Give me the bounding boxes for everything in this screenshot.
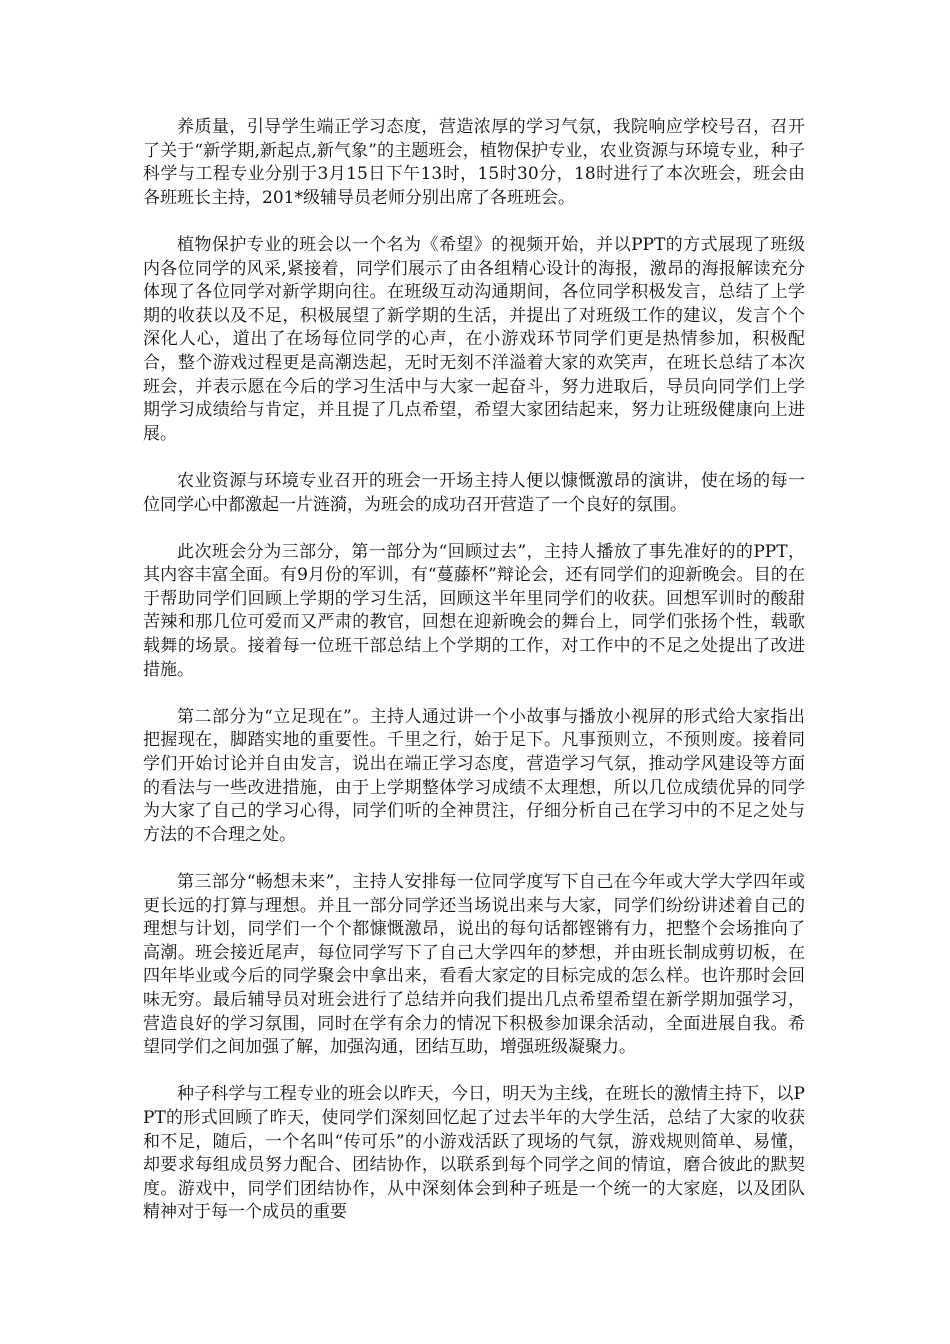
document-body [143, 116, 805, 1249]
paragraph-intro: 养质量，引导学生端正学习态度，营造浓厚的学习气氛，我院响应学校号召，召开了关于“新学期,新起点,新气象”的主题班会，植物保护专业，农业资源与环境专业，种子科学与工程专业分别于3月15日下午13时，15时30分，18时进行了本次班会，班会由各班班长主持，201*级辅导员老师分别出席了各班班会。 [143, 117, 805, 208]
paragraph-seed-science: 种子科学与工程专业的班会以昨天，今日，明天为主线，在班长的激情主持下，以PPT的形式回顾了昨天，使同学们深刻回忆起了过去半年的大学生活，总结了大家的收获和不足，随后，一个名叫“传可乐”的小游戏活跃了现场的气氛，游戏规则简单、易懂，却要求每组成员努力配合、团结协作，以联系到每个同学之间的情谊，磨合彼此的默契度。游戏中，同学们团结协作，从中深刻体会到种子班是一个统一的大家庭，以及团队精神对于每一个成员的重要 [143, 1084, 805, 1223]
paragraph-agri-resources: 农业资源与环境专业召开的班会一开场主持人便以慷慨激昂的演讲，使在场的每一位同学心中都激起一片涟漪，为班会的成功召开营造了一个良好的氛围。 [143, 470, 805, 515]
paragraph-part-two: 第二部分为“立足现在”。主持人通过讲一个小故事与播放小视屏的形式给大家指出把握现在，脚踏实地的重要性。千里之行，始于足下。凡事预则立，不预则废。接着同学们开始讨论并自由发言，说出在端正学习态度，营造学习气氛，推动学风建设等方面的看法与一些改进措施，由于上学期整体学习成绩不太理想，所以几位成绩优异的同学为大家了自己的学习心得，同学们听的全神贯注，仔细分析自己在学习中的不足之处与方法的不合理之处。 [143, 706, 805, 845]
paragraph-part-three: 第三部分“畅想未来”，主持人安排每一位同学度写下自己在今年或大学大学四年或更长远的打算与理想。并且一部分同学还当场说出来与大家，同学们纷纷讲述着自己的理想与计划，同学们一个个都慷慨激昂，说出的每句话都铿锵有力，把整个会场推向了高潮。班会接近尾声，每位同学写下了自己大学四年的梦想，并由班长制成剪切板，在四年毕业或今后的同学聚会中拿出来，看看大家定的目标完成的怎么样。也许那时会回味无穷。最后辅导员对班会进行了总结并向我们提出几点希望希望在新学期加强学习，营造良好的学习氛围，同时在学有余力的情况下积极参加课余活动，全面进展自我。希望同学们之间加强了解，加强沟通，团结互助，增强班级凝聚力。 [143, 872, 805, 1058]
paragraph-plant-protection: 植物保护专业的班会以一个名为《希望》的视频开始，并以PPT的方式展现了班级内各位同学的风采,紧接着，同学们展示了由各组精心设计的海报，激昂的海报解读充分体现了各位同学对新学期向往。在班级互动沟通期间，各位同学积极发言，总结了上学期的收获以及不足，积极展望了新学期的生活，并提出了对班级工作的建议，发言个个深化人心，道出了在场每位同学的心声，在小游戏环节同学们更是热情参加，积极配合，整个游戏过程更是高潮迭起，无时无刻不洋溢着大家的欢笑声，在班长总结了本次班会，并表示愿在今后的学习生活中与大家一起奋斗，努力进取后，导员向同学们上学期学习成绩给与肯定，并且提了几点希望，希望大家团结起来，努力让班级健康向上进展。 [143, 234, 805, 444]
paragraph-part-one: 此次班会分为三部分，第一部分为“回顾过去”，主持人播放了事先准好的的PPT，其内容丰富全面。有9月份的军训，有“蔓藤杯”辩论会，还有同学们的迎新晚会。目的在于帮助同学们回顾上学期的学习生活，回顾这半年里同学们的收获。回想军训时的酸甜苦辣和那几位可爱而又严肃的教官，回想在迎新晚会的舞台上，同学们张扬个性，载歌载舞的场景。接着每一位班干部总结上个学期的工作，对工作中的不足之处提出了改进措施。 [143, 541, 805, 680]
